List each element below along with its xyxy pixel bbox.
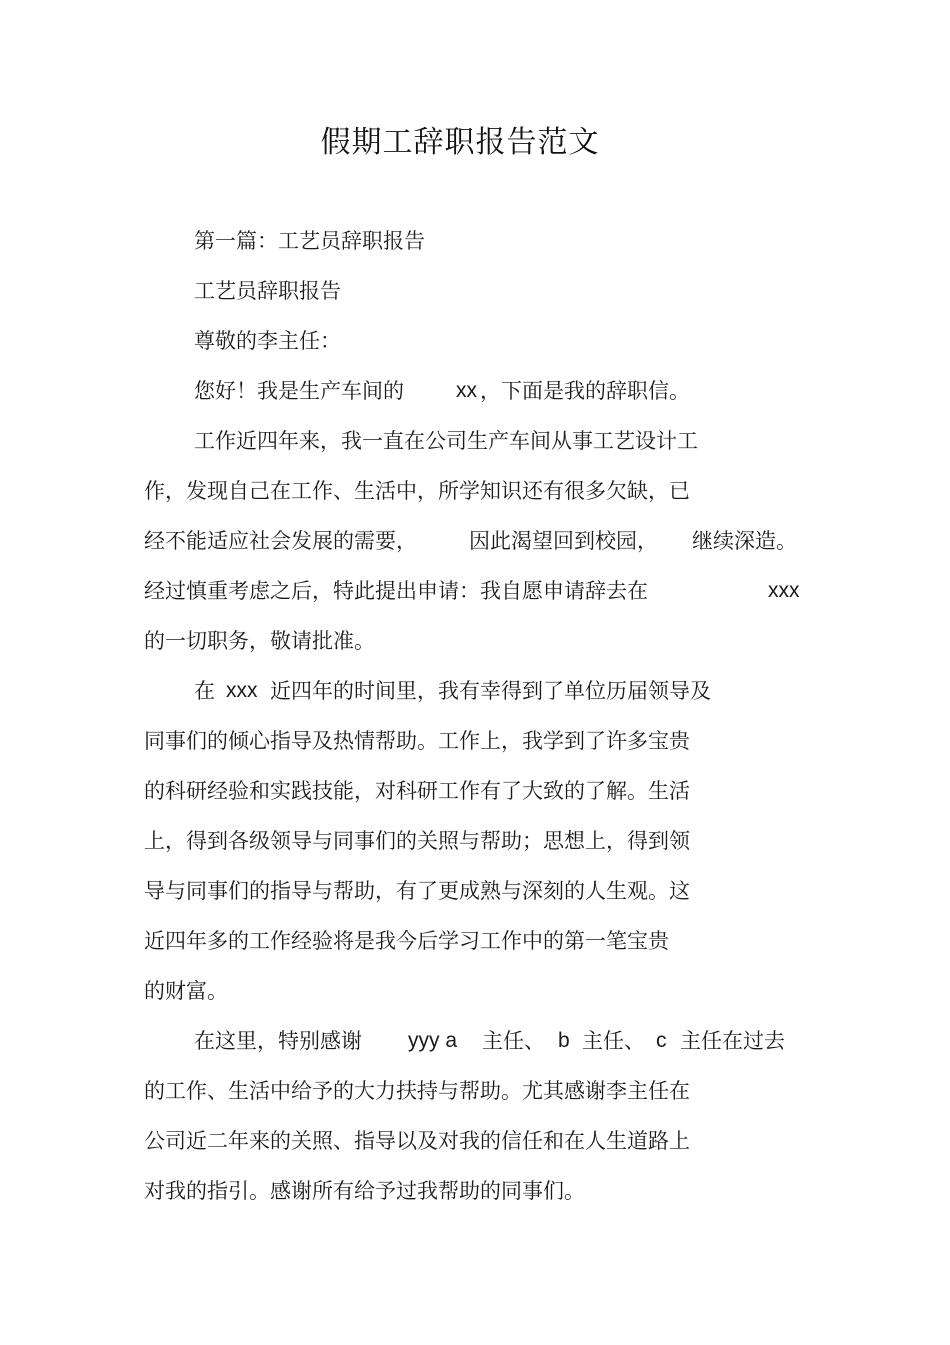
text-segment: ，下面是我的辞职信。 <box>480 379 690 403</box>
text-segment: xx <box>456 379 477 402</box>
text-line <box>0 576 950 606</box>
text-segment: yyy a <box>408 1029 458 1052</box>
text-segment: 的工作、生活中给予的大力扶持与帮助。尤其感谢李主任在 <box>144 1079 690 1103</box>
text-line <box>0 776 950 806</box>
text-line <box>0 426 950 456</box>
text-segment: c <box>656 1029 667 1052</box>
text-segment: 主任在过去 <box>680 1029 785 1053</box>
text-line <box>0 326 950 356</box>
text-line <box>0 926 950 956</box>
text-line <box>0 1026 950 1056</box>
text-segment: 主任、 <box>482 1029 545 1053</box>
text-segment: 工作近四年来，我一直在公司生产车间从事工艺设计工 <box>194 429 698 453</box>
text-segment: 近四年的时间里，我有幸得到了单位历届领导及 <box>270 679 711 703</box>
text-line <box>0 476 950 506</box>
text-line <box>0 1076 950 1106</box>
text-segment: 上，得到各级领导与同事们的关照与帮助；思想上，得到领 <box>144 829 690 853</box>
text-segment: 导与同事们的指导与帮助，有了更成熟与深刻的人生观。这 <box>144 879 690 903</box>
text-segment: 第一篇：工艺员辞职报告 <box>194 229 425 253</box>
text-line <box>0 626 950 656</box>
text-line <box>0 1176 950 1206</box>
text-segment: 公司近二年来的关照、指导以及对我的信任和在人生道路上 <box>144 1129 690 1153</box>
text-segment: xxx <box>768 579 800 602</box>
text-segment: 您好！我是生产车间的 <box>194 379 404 403</box>
text-segment: 经不能适应社会发展的需要， <box>144 529 417 553</box>
text-segment: 因此渴望回到校园， <box>469 529 658 553</box>
text-line <box>0 526 950 556</box>
text-segment: 的一切职务，敬请批准。 <box>144 629 375 653</box>
text-segment: 主任、 <box>582 1029 645 1053</box>
text-segment: b <box>558 1029 570 1052</box>
text-line <box>0 976 950 1006</box>
document-title: 假期工辞职报告范文 <box>320 125 600 160</box>
text-line <box>0 276 950 306</box>
text-segment: 经过慎重考虑之后，特此提出申请：我自愿申请辞去在 <box>144 579 648 603</box>
text-segment: 在这里，特别感谢 <box>194 1029 362 1053</box>
text-segment: 同事们的倾心指导及热情帮助。工作上，我学到了许多宝贵 <box>144 729 690 753</box>
text-segment: 作，发现自己在工作、生活中，所学知识还有很多欠缺，已 <box>144 479 690 503</box>
text-segment: 的科研经验和实践技能，对科研工作有了大致的了解。生活 <box>144 779 690 803</box>
text-line <box>0 876 950 906</box>
text-line <box>0 676 950 706</box>
text-segment: 尊敬的李主任： <box>194 329 341 353</box>
text-line <box>0 376 950 406</box>
text-line <box>0 826 950 856</box>
text-segment: xxx <box>226 679 258 702</box>
text-segment: 在 <box>194 679 215 703</box>
text-line <box>0 726 950 756</box>
text-line <box>0 226 950 256</box>
text-segment: 近四年多的工作经验将是我今后学习工作中的第一笔宝贵 <box>144 929 669 953</box>
text-segment: 的财富。 <box>144 979 228 1003</box>
text-segment: 对我的指引。感谢所有给予过我帮助的同事们。 <box>144 1179 585 1203</box>
text-line <box>0 1126 950 1156</box>
text-segment: 工艺员辞职报告 <box>194 279 341 303</box>
text-segment: 继续深造。 <box>692 529 797 553</box>
